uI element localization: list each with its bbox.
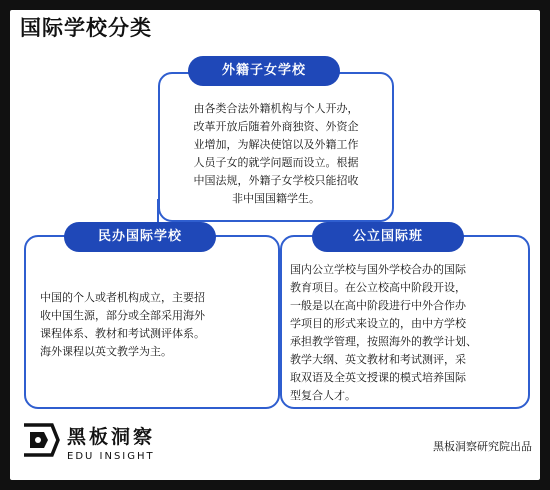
- text-line: 国内公立学校与国外学校合办的国际: [290, 263, 466, 276]
- page-title: 国际学校分类: [20, 16, 152, 40]
- card-private-international-school: [24, 235, 280, 409]
- text-line: 收中国生源，部分或全部采用海外: [40, 309, 205, 322]
- text-line: 取双语及全英文授课的模式培养国际: [290, 371, 466, 384]
- text-line: 改革开放后随着外商独资、外资企: [193, 120, 359, 133]
- text-line: 课程体系、教材和考试测评体系。: [40, 327, 205, 340]
- label-foreign-children-school: 外籍子女学校: [188, 56, 340, 86]
- text-line: 教学大纲、英文教材和考试测评，采: [290, 353, 466, 366]
- card-public-international-class-text: [290, 261, 524, 405]
- text-line: 中国法规，外籍子女学校只能招收: [193, 174, 359, 187]
- card-foreign-children-school-text: [164, 100, 388, 208]
- label-private-international-school: 民办国际学校: [64, 222, 216, 252]
- text-line: 业增加，为解决使馆以及外籍工作: [193, 138, 359, 151]
- text-line: 教育项目。在公立校高中阶段开设，: [290, 281, 466, 294]
- credit-text: 黑板洞察研究院出品: [433, 440, 532, 453]
- text-line: 由各类合法外籍机构与个人开办，: [193, 102, 359, 115]
- text-line: 非中国国籍学生。: [232, 192, 320, 205]
- text-line: 人员子女的就学问题而设立。根据: [193, 156, 359, 169]
- text-line: 型复合人才。: [290, 389, 356, 402]
- logo-english-name: EDU INSIGHT: [67, 451, 155, 462]
- card-public-international-class: [280, 235, 530, 409]
- content-panel: [10, 10, 540, 480]
- text-line: 海外课程以英文教学为主。: [40, 345, 172, 358]
- text-line: 承担教学管理，按照海外的教学计划、: [290, 335, 477, 348]
- card-private-international-school-text: [40, 289, 270, 361]
- card-foreign-children-school: [158, 72, 394, 222]
- label-public-international-class: 公立国际班: [312, 222, 464, 252]
- text-line: 一般是以在高中阶段进行中外合作办: [290, 299, 466, 312]
- logo-chinese-name: 黑板洞察: [67, 426, 156, 448]
- text-line: 中国的个人或者机构成立，主要招: [40, 291, 205, 304]
- logo-wordmark: [67, 422, 155, 462]
- text-line: 学项目的形式来设立的，由中方学校: [290, 317, 466, 330]
- edu-insight-logo-icon: [22, 423, 60, 457]
